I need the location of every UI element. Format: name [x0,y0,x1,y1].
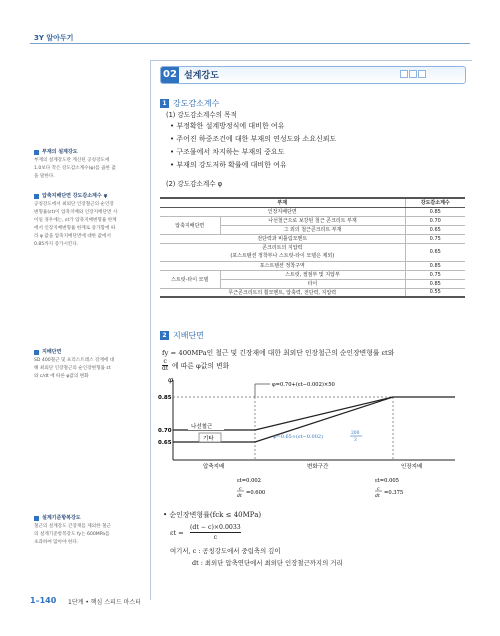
table-row [160,234,465,243]
net-strain-fraction [190,523,241,542]
table-value: 0.75 [405,270,465,279]
note-line: 공칭강도에서 최외단 인장철근의 순인장 [34,202,114,207]
table-cell: 포스트텐션 정착구역 [160,261,405,270]
purpose-item: • 부정확한 설계방정식에 대비한 여유 [170,122,285,130]
right-ratio-numerator: c [377,487,380,492]
eq-denominator: c [190,532,241,542]
fraction-numerator: c [163,358,167,365]
section-checkboxes [400,70,426,78]
note-title: 압축지배단면 강도감소계수 φ [42,193,108,199]
check-box [418,70,426,78]
table-cell: 전단력과 비틀림모멘트 [160,234,405,243]
section-title: 설계강도 [184,71,219,81]
table-value: 0.55 [405,288,465,297]
table-row [160,261,465,270]
table-row [160,243,465,261]
note-line: SD 400철근 및 프리스트레스 강재에 대 [34,358,115,363]
table-group-cell: 스트럿-타이 모델 [160,270,220,288]
panel-left-rule [150,60,151,600]
left-ratio-numerator: c [239,487,242,492]
table-row [160,288,465,297]
region-tension: 인장지배 [401,464,423,470]
page-number: 1–140 [30,596,57,605]
region-transition: 변화구간 [307,464,329,470]
where-line-2: dt : 최외단 압축연단에서 최외단 인장철근까지의 거리 [192,559,343,567]
header-label: 3Y 알아두기 [34,34,74,42]
intro-fraction [162,359,168,372]
y-tick-070: 0.70 [158,428,172,434]
table-value: 0.70 [405,216,465,225]
note-yield-strength [34,514,142,547]
subsection-1-heading [160,98,219,109]
label-spiral: 나선철근 [191,424,213,430]
table-cell: 스트럿, 절점부 및 지압부 [220,270,405,279]
eq-numerator: (dt − c)×0.0033 [190,524,241,531]
where-line-1: 여기서, c : 공칭강도에서 중립축의 깊이 [170,547,281,555]
series-spiral-transition [255,397,393,430]
formula-upper: φ=0.70+(εt−0.002)×50 [272,382,335,388]
left-ratio: =0.600 [246,490,266,496]
phi-strain-chart [155,372,470,500]
note-design-strength [34,148,142,181]
note-title: 지배단면 [42,349,62,355]
table-value: 0.65 [405,243,465,261]
table-value: 0.75 [405,234,465,243]
table-row [160,216,465,225]
left-strain: εt=0.002 [237,478,261,484]
y-tick-085: 0.85 [158,395,172,401]
section-number: 02 [161,67,179,83]
table-row [160,270,465,279]
table-header-cell: 강도감소계수 [405,198,465,207]
note-square-icon [34,150,39,155]
note-line: 부재의 설계강도란 계산된 공칭강도에 [34,158,110,163]
region-compression: 압축지배 [203,464,225,470]
note-square-icon [34,516,39,521]
left-ratio-denominator: dt [237,494,242,499]
table-row [160,207,465,216]
right-strain: εt=0.005 [375,478,399,484]
note-square-icon [34,350,39,355]
note-square-icon [34,194,39,199]
subsection-2-heading [160,330,204,341]
note-compression-phi [34,192,142,249]
net-strain-title: • 순인장변형률(fck ≤ 40MPa) [163,511,262,519]
purpose-item: • 부재의 강도저하 확률에 대비한 여유 [170,161,287,169]
intro-line-2: 에 따른 φ값의 변화 [172,362,230,370]
intro-line-1: fy = 400MPa인 철근 및 긴장재에 대한 최외단 인장철근의 순인장변형률 εt와 [162,349,395,357]
y-tick-065: 0.65 [158,440,172,446]
strength-reduction-table [160,197,465,298]
phi-heading: (2) 강도감소계수 φ [166,180,223,188]
table-header-row [160,198,465,207]
note-line: 해 최외단 인장철근의 순인장변형률 εt [34,366,111,371]
subsection-number: 2 [160,331,169,340]
note-line: 이일 경우에는, εt가 압축지배변형률 한계 [34,218,117,223]
table-group-cell: 압축지배단면 [160,216,220,234]
note-title: 설계기준항복강도 [42,515,81,521]
table-value: 0.85 [405,207,465,216]
panel-top-rule [150,60,472,61]
chart-y-label: φ [168,376,173,384]
note-line: 와 c/dt 에 따른 φ값의 변화 [34,374,89,379]
table-value: 0.65 [405,225,465,234]
net-strain-lhs: εt = [170,529,184,537]
purpose-heading: (1) 강도감소계수의 목적 [166,111,237,119]
check-box [400,70,408,78]
table-cell: 나선철근으로 보강된 철근 콘크리트 부재 [220,216,405,225]
note-line: 0.85까지 증가시킨다. [34,242,79,247]
table-value: 0.85 [405,261,465,270]
right-ratio: =0.375 [384,490,404,496]
right-ratio-denominator: dt [375,494,380,499]
note-line: 라 φ 값을 압축지배단면에 대한 값에서 [34,234,111,239]
fraction-denominator: dt [162,365,169,372]
subsection-number: 1 [160,99,169,108]
purpose-item: • 주어진 하중조건에 대한 부재의 연성도와 소요신뢰도 [170,135,337,143]
table-cell: 인장지배단면 [160,207,405,216]
subsection-title: 강도감소계수 [173,99,220,108]
table-cell: 무근콘크리트의 휨모멘트, 압축력, 전단력, 지압력 [160,288,405,297]
formula-lower-denominator: 3 [354,438,357,443]
note-title: 부재의 설계강도 [42,149,78,155]
note-line: 철근의 설계강도 긴장재를 제외한 철근 [34,524,111,529]
note-controlled-section [34,348,142,381]
note-line: 의 설계기준항복강도 fy는 600MPa를 [34,532,110,537]
note-line: 을 말한다. [34,174,55,179]
note-line: 변형률(εt)이 압축지배와 인장지배단면 사 [34,210,118,215]
header-rule [30,43,470,44]
subsection-title: 지배단면 [173,331,204,340]
footer-text: 1단계 • 핵심 스피드 마스터 [68,599,141,606]
note-line: 초과하여 않아야 한다. [34,540,79,545]
check-box [409,70,417,78]
table-value: 0.85 [405,279,465,288]
purpose-item: • 구조물에서 차지하는 부재의 중요도 [170,148,285,156]
table-cell: 타이 [220,279,405,288]
table-cell: 콘크리트의 지압력 (포스트텐션 정착부나 스트럿-타이 모델은 제외) [160,243,405,261]
table-header-cell: 부재 [160,198,405,207]
formula-lower: φ=0.65+(εt−0.002) [273,434,324,440]
table-cell: 그 외의 철근콘크리트 부재 [220,225,405,234]
formula-lower-numerator: 200 [351,431,360,436]
note-line: 에서 인장지배변형률 한계로 증가함에 따 [34,226,116,231]
label-other: 기타 [203,436,214,442]
note-line: 1.0보다 작은 강도감소계수(φ)를 곱한 값 [34,166,116,171]
